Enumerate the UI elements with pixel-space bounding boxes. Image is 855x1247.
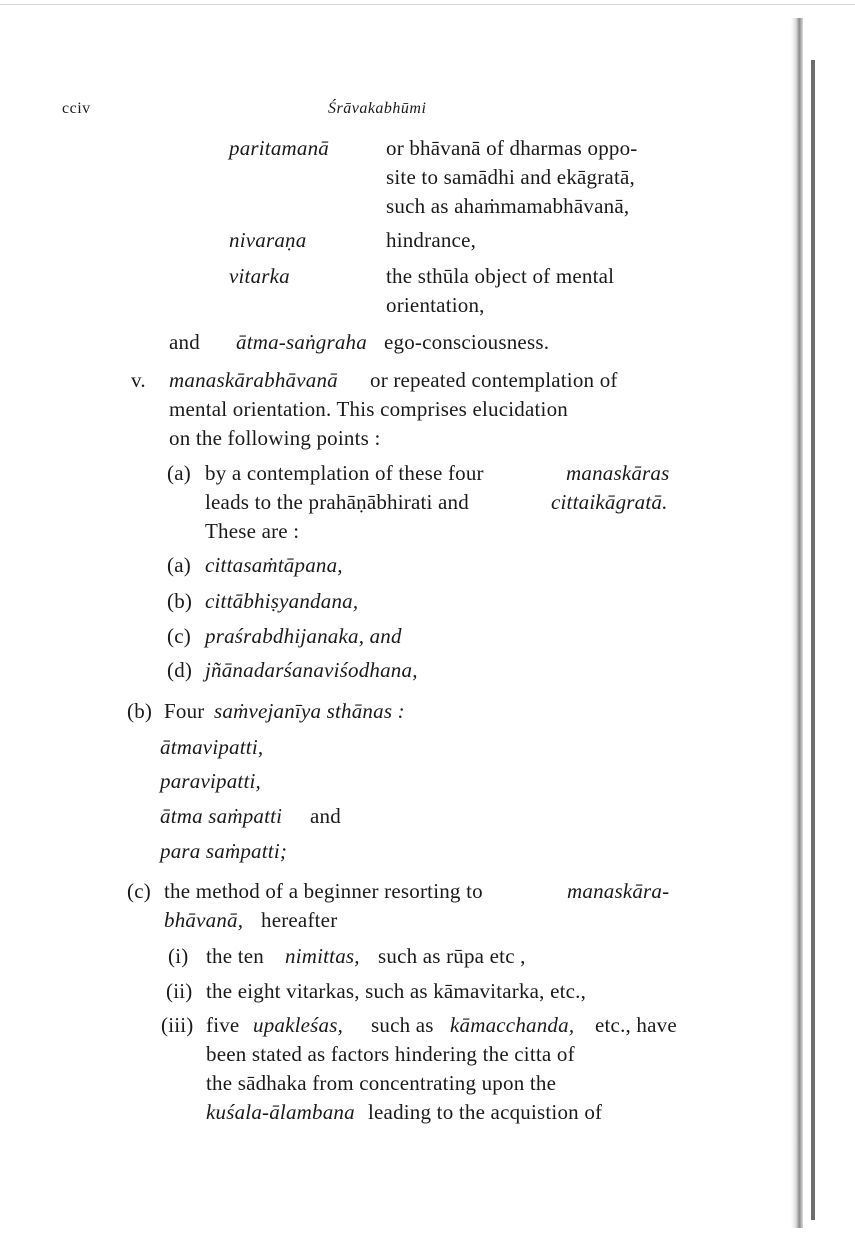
- list-marker: (ii): [166, 979, 193, 1003]
- point-term: saṁvejanīya sthānas :: [214, 699, 405, 723]
- list-item: the eight vitarkas, such as kāmavitarka, etc.,: [206, 979, 587, 1003]
- section-marker: v.: [131, 368, 146, 392]
- list-item-term: nimittas,: [285, 944, 360, 968]
- point-term: manaskāra-: [567, 879, 670, 903]
- glossary-term: paritamanā: [229, 136, 330, 160]
- glossary-term: ātma-saṅgraha: [236, 330, 367, 354]
- list-item: cittābhiṣyandana,: [205, 589, 359, 613]
- point-term: bhāvanā,: [164, 908, 244, 932]
- point-term: manaskāras: [566, 461, 670, 485]
- section-line: or repeated contemplation of: [370, 368, 618, 392]
- glossary-def-line: hindrance,: [386, 228, 477, 252]
- list-marker: (a): [167, 553, 191, 577]
- list-item: paravipatti,: [160, 769, 261, 793]
- glossary-term: vitarka: [229, 264, 290, 288]
- list-item: ātma saṁpatti: [160, 804, 283, 828]
- glossary-prefix: and: [169, 330, 200, 354]
- list-item: para saṁpatti;: [160, 839, 288, 863]
- list-item: cittasaṁtāpana,: [205, 553, 343, 577]
- point-line: the method of a beginner resorting to: [164, 879, 483, 903]
- list-item: such as: [371, 1013, 434, 1037]
- list-marker: (iii): [161, 1013, 194, 1037]
- glossary-def-line: such as ahaṁmamabhāvanā,: [386, 194, 630, 218]
- section-line: mental orientation. This comprises elucidation: [169, 397, 568, 421]
- point-line: hereafter: [261, 908, 338, 932]
- list-connector: and: [310, 804, 341, 828]
- list-item: such as rūpa etc ,: [378, 944, 526, 968]
- list-marker: (c): [167, 624, 191, 648]
- glossary-def-line: site to samādhi and ekāgratā,: [386, 165, 635, 189]
- point-term: cittaikāgratā.: [551, 490, 668, 514]
- glossary-term: nivaraṇa: [229, 228, 307, 252]
- book-spine-line: [811, 60, 815, 1220]
- list-item: praśrabdhijanaka, and: [205, 624, 402, 648]
- list-item-term: kāmacchanda,: [450, 1013, 575, 1037]
- list-item: ātmavipatti,: [160, 735, 264, 759]
- list-marker: (i): [168, 944, 189, 968]
- continuation-line: leading to the acquistion of: [368, 1100, 603, 1124]
- list-marker: (d): [167, 658, 193, 682]
- glossary-def-line: orientation,: [386, 293, 485, 317]
- section-term: manaskārabhāvanā: [169, 368, 338, 392]
- glossary-def-line: or bhāvanā of dharmas oppo-: [386, 136, 638, 160]
- point-line: by a contemplation of these four: [205, 461, 484, 485]
- continuation-line: been stated as factors hindering the citta of: [206, 1042, 575, 1066]
- list-item: etc., have: [595, 1013, 677, 1037]
- scan-top-edge: [0, 4, 855, 5]
- point-marker: (b): [127, 699, 153, 723]
- section-line: on the following points :: [169, 426, 381, 450]
- page-number: cciv: [62, 100, 91, 117]
- running-title: Śrāvakabhūmi: [328, 100, 427, 117]
- point-marker: (a): [167, 461, 191, 485]
- point-line: leads to the prahāṇābhirati and: [205, 490, 469, 514]
- continuation-term: kuśala-ālambana: [206, 1100, 355, 1124]
- glossary-def-line: the sthūla object of mental: [386, 264, 615, 288]
- list-marker: (b): [167, 589, 193, 613]
- point-marker: (c): [127, 879, 151, 903]
- point-line: These are :: [205, 519, 300, 543]
- glossary-def-line: ego-consciousness.: [384, 330, 550, 354]
- list-item-term: upakleśas,: [253, 1013, 344, 1037]
- list-item: five: [206, 1013, 240, 1037]
- continuation-line: the sādhaka from concentrating upon the: [206, 1071, 557, 1095]
- list-item: the ten: [206, 944, 264, 968]
- point-label: Four: [164, 699, 205, 723]
- book-spine-shadow: [791, 18, 803, 1228]
- list-item: jñānadarśanaviśodhana,: [205, 658, 418, 682]
